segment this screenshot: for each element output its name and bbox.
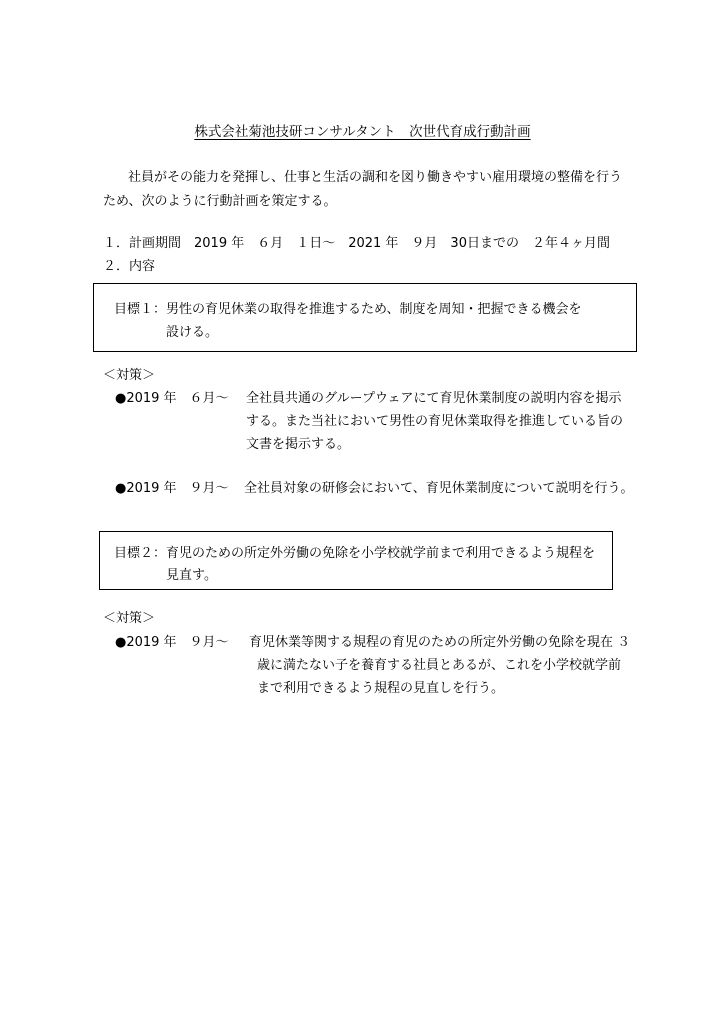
goal-1-label: 目標１： — [114, 302, 167, 317]
document-title: 株式会社菊池技研コンサルタント 次世代育成行動計画 — [194, 124, 531, 140]
measure-1-1-line-2: する。また当社において男性の育児休業取得を推進している旨の — [246, 414, 624, 429]
measure-1-1-line-3: 文書を掲示する。 — [246, 437, 351, 452]
measure-1-2-date: ●2019 年 ９月～ — [115, 481, 229, 496]
goal-1-line-2: 設ける。 — [166, 325, 219, 340]
intro-line-2: ため、次のように行動計画を策定する。 — [103, 194, 337, 209]
measure-1-1-line-1: 全社員共通のグループウェアにて育児休業制度の説明内容を掲示 — [246, 391, 622, 406]
measure-1-2-line-1: 全社員対象の研修会において、育児休業制度について説明を行う。 — [244, 481, 634, 496]
contents-heading: ２．内容 — [103, 259, 156, 274]
goal-2-line-2: 見直す。 — [166, 568, 217, 583]
goal-2-line-1: 育児のための所定外労働の免除を小学校就学前まで利用できるよう規程を — [166, 546, 596, 561]
measure-1-1-date: ●2019 年 ６月～ — [115, 391, 229, 406]
measure-2-1-date: ●2019 年 ９月～ — [115, 635, 229, 650]
goal-2-label: 目標２： — [114, 546, 167, 561]
intro-line-1: 社員がその能力を発揮し、仕事と生活の調和を図り働きやすい雇用環境の整備を行う — [128, 170, 623, 185]
measure-2-1-line-2: 歳に満たない子を養育する社員とあるが、これを小学校就学前 — [257, 658, 622, 673]
measures-2-heading: ＜対策＞ — [103, 611, 156, 626]
goal-1-line-1: 男性の育児休業の取得を推進するため、制度を周知・把握できる機会を — [166, 302, 582, 317]
measure-2-1-line-3: まで利用できるよう規程の見直しを行う。 — [257, 681, 505, 696]
plan-period: １．計画期間 2019 年 ６月 １日～ 2021 年 ９月 30日までの ２年４ヶ月間 — [103, 236, 610, 251]
measures-1-heading: ＜対策＞ — [103, 368, 156, 383]
measure-2-1-line-1: 育児休業等関する規程の育児のための所定外労働の免除を現在 ３ — [249, 635, 631, 650]
